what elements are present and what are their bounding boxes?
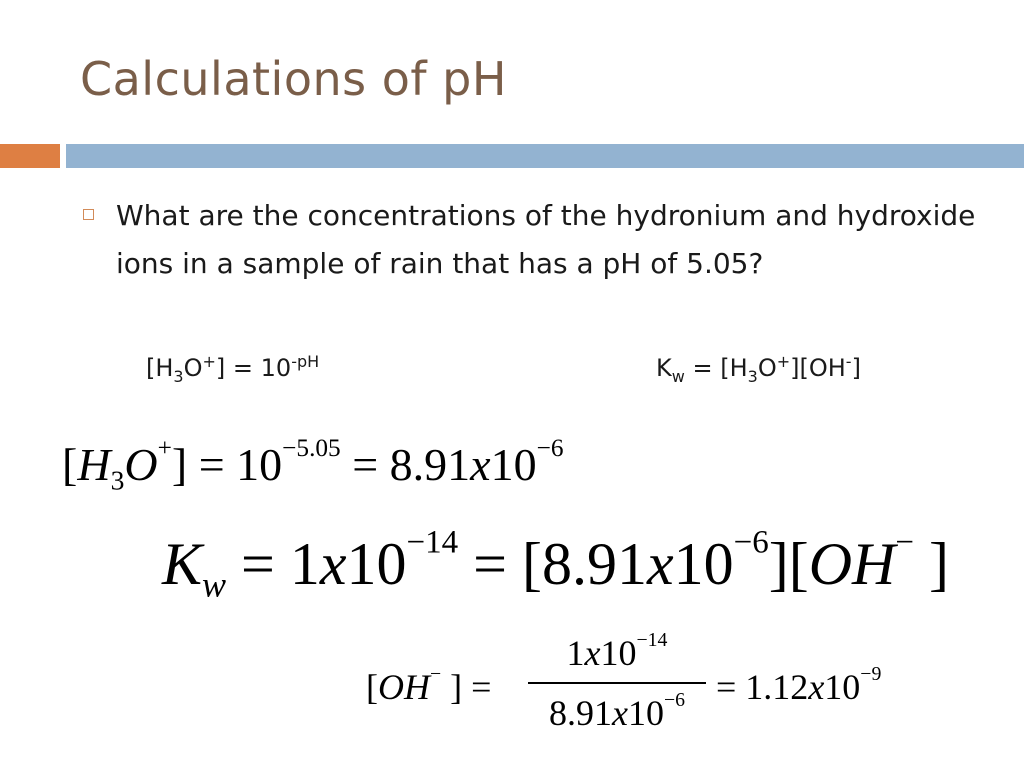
eq-var: H — [77, 439, 111, 490]
eq-part: 10 — [824, 667, 861, 707]
eq-part: ] — [171, 439, 188, 490]
eq-part: = 8.91 — [340, 439, 471, 490]
eq-part: = [8.91 — [458, 531, 647, 597]
eq-sub: w — [202, 564, 227, 605]
hydroxide-result — [716, 663, 882, 708]
eq-part: ] — [914, 531, 949, 597]
accent-bar-blue — [66, 144, 1024, 168]
accent-bar-orange — [0, 144, 60, 168]
formula-sub: 3 — [173, 366, 184, 386]
fraction-numerator — [528, 628, 706, 678]
eq-var: O — [124, 439, 158, 490]
formula-sub: 3 — [747, 366, 758, 386]
eq-sup: −6 — [733, 524, 769, 561]
eq-part: 10 — [490, 439, 537, 490]
eq-sup: −6 — [536, 433, 564, 462]
eq-part: 8.91 — [548, 693, 612, 733]
ph-relation-formula — [146, 352, 319, 386]
formula-sub: w — [671, 366, 685, 386]
eq-var: x — [808, 667, 825, 707]
eq-part: [ — [62, 439, 78, 490]
eq-part: = 1.12 — [716, 667, 809, 707]
kw-relation-formula — [656, 352, 861, 386]
formula-sup: -pH — [291, 352, 320, 371]
formula-part: [H — [146, 354, 174, 382]
eq-var: K — [162, 531, 203, 597]
slide-title: Calculations of pH — [80, 52, 507, 106]
kw-equation — [162, 524, 949, 605]
formula-part: = [H — [684, 354, 748, 382]
question-text: What are the concentrations of the hydronium and hydroxide ions in a sample of rain that has a pH of 5.05? — [116, 199, 976, 280]
formula-part: ] — [851, 354, 861, 382]
formula-sup: + — [202, 352, 216, 371]
eq-var: x — [584, 633, 601, 673]
eq-part: [ — [366, 667, 378, 707]
fraction-bar — [528, 682, 706, 684]
formula-part: O — [183, 354, 203, 382]
formula-part: ][OH — [790, 354, 846, 382]
eq-sub: 3 — [110, 464, 125, 496]
eq-part: 10 — [346, 531, 407, 597]
eq-part: ][ — [768, 531, 809, 597]
eq-var: OH — [808, 531, 896, 597]
formula-sup: - — [845, 352, 852, 371]
fraction — [528, 628, 706, 738]
fraction-denominator — [528, 688, 706, 738]
eq-part: 1 — [566, 633, 585, 673]
formula-sup: + — [776, 352, 791, 371]
eq-sup: −6 — [663, 689, 686, 712]
hydroxide-lhs — [366, 663, 492, 708]
eq-var: OH — [378, 667, 430, 707]
eq-sup: − — [430, 663, 442, 686]
square-bullet-icon — [83, 209, 94, 220]
eq-part: 10 — [627, 693, 664, 733]
eq-var: x — [319, 531, 347, 597]
eq-sup: −5.05 — [282, 433, 341, 462]
formula-part: ] = 10 — [215, 354, 292, 382]
eq-part: 10 — [673, 531, 734, 597]
eq-var: x — [646, 531, 674, 597]
formula-part: O — [757, 354, 777, 382]
eq-sup: + — [157, 433, 172, 462]
eq-part: 10 — [600, 633, 637, 673]
formula-part: K — [656, 354, 672, 382]
eq-sup: −9 — [860, 663, 882, 686]
eq-sup: −14 — [406, 524, 459, 561]
eq-sup: − — [895, 524, 915, 561]
eq-sup: −14 — [636, 629, 668, 652]
eq-part: = 10 — [187, 439, 283, 490]
eq-var: x — [611, 693, 628, 733]
eq-var: x — [470, 439, 491, 490]
eq-part: = 1 — [226, 531, 320, 597]
eq-part: ] = — [441, 667, 492, 707]
hydronium-equation — [62, 433, 564, 496]
